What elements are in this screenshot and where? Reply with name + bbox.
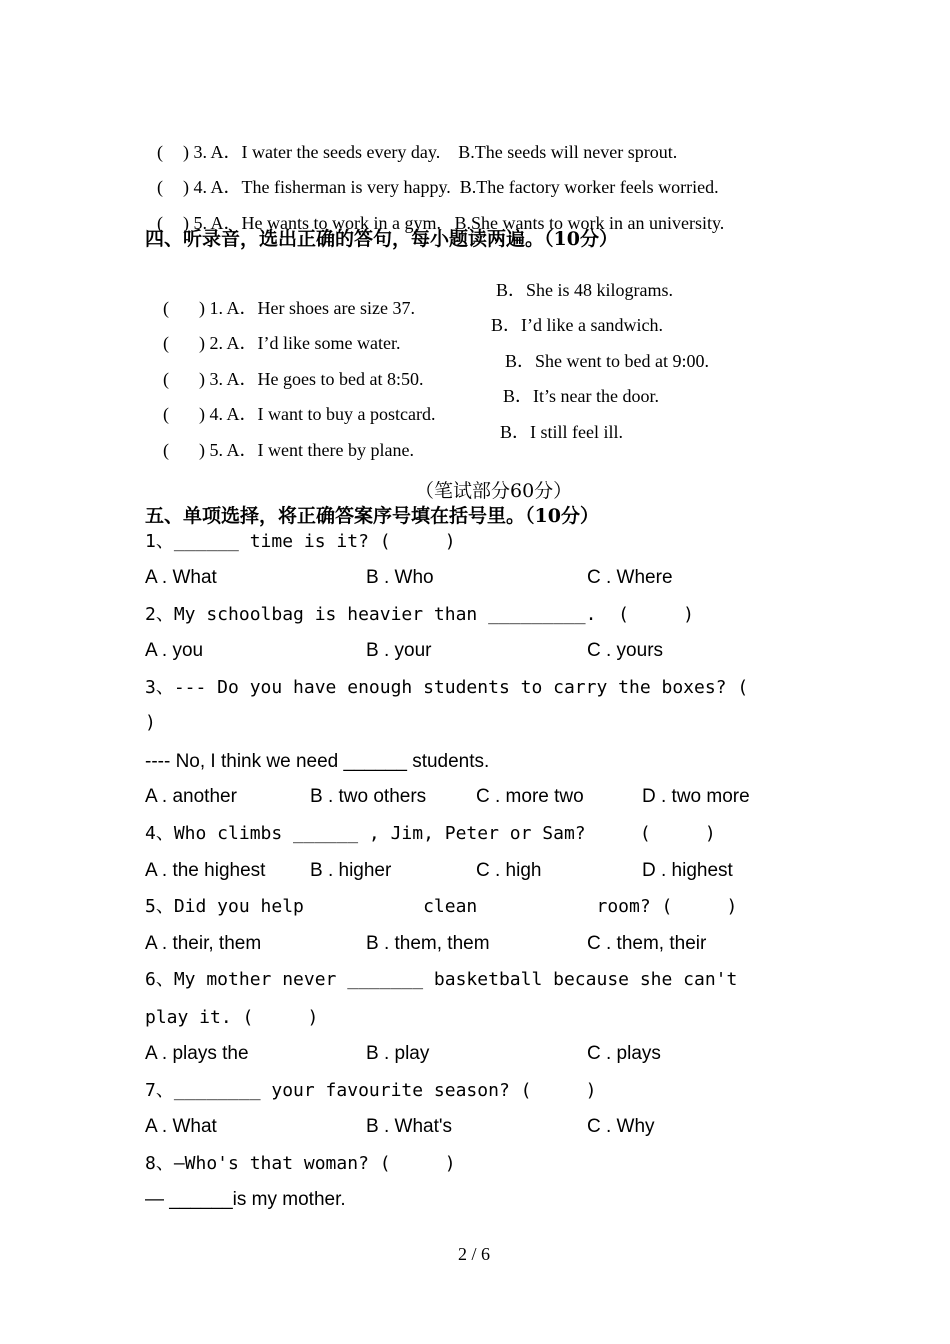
list-item: ( ) 3. A．He goes to bed at 8:50. (163, 369, 424, 389)
section3-item-5: ( ) 5. A．He wants to work in a gym. B.She wants to work in an university. (157, 213, 725, 233)
answer-bracket[interactable]: ( (163, 404, 169, 424)
list-item: ( ) 5. A．I went there by plane. (163, 440, 414, 460)
answer-bracket[interactable]: ( (157, 177, 163, 197)
option-a: A . another (145, 786, 237, 807)
answer-bracket[interactable]: ( (157, 142, 163, 162)
section4-heading: 四、听录音，选出正确的答句，每小题读两遍。（10分） (145, 228, 618, 250)
list-item: ( ) 2. A．I’d like some water. (163, 333, 401, 353)
answer-bracket[interactable]: ( (163, 333, 169, 353)
option-a: 5. A．I went there by plane. (209, 440, 414, 460)
question-3-response: ---- No, I think we need ______ students. (145, 751, 490, 772)
option-c: C . yours (587, 640, 664, 661)
section5-heading: 五、单项选择，将正确答案序号填在括号里。（10分） (145, 505, 599, 527)
option-a: A . their, them (145, 933, 262, 954)
list-item: ( ) 4. A．I want to buy a postcard. (163, 404, 436, 424)
section3-item-4: ( ) 4. A．The fisherman is very happy. B.The factory worker feels worried. (157, 177, 719, 197)
option-a: A . What (145, 567, 217, 588)
option-b: B . two others (310, 786, 427, 807)
option-d: D . highest (642, 860, 733, 881)
option-b: B . Who (366, 567, 434, 588)
question-8-response: — ______is my mother. (145, 1189, 346, 1210)
item-text: 5. A．He wants to work in a gym. B.She wants to work in an university. (193, 213, 725, 233)
item-text: 3. A．I water the seeds every day. B.The seeds will never sprout. (193, 142, 678, 162)
option-c: C . Why (587, 1116, 655, 1137)
question-3: 3、--- Do you have enough students to carry the boxes? ( (145, 677, 749, 698)
option-a: 3. A．He goes to bed at 8:50. (209, 369, 424, 389)
question-5: 5、Did you help clean room? ( ) (145, 896, 738, 917)
answer-bracket[interactable]: ( (163, 298, 169, 318)
section3-item-3: ( ) 3. A．I water the seeds every day. B.The seeds will never sprout. (157, 142, 678, 162)
option-b: B . your (366, 640, 432, 661)
option-a: A . the highest (145, 860, 266, 881)
question-3-bracket: ) (145, 712, 156, 733)
option-b: B . them, them (366, 933, 490, 954)
option-c: C . them, their (587, 933, 707, 954)
option-d: D . two more (642, 786, 750, 807)
option-a: 4. A．I want to buy a postcard. (209, 404, 436, 424)
list-item: ( ) 1. A．Her shoes are size 37. (163, 298, 415, 318)
item-text: 4. A．The fisherman is very happy. B.The factory worker feels worried. (193, 177, 719, 197)
option-c: C . more two (476, 786, 584, 807)
answer-bracket[interactable]: ( (163, 440, 169, 460)
option-b: B．I still feel ill. (500, 422, 623, 442)
question-2: 2、My schoolbag is heavier than _________. ( ) (145, 604, 695, 625)
question-1: 1、______ time is it? ( ) (145, 531, 456, 552)
question-6: 6、My mother never _______ basketball because she can't (145, 969, 738, 990)
option-a: A . you (145, 640, 204, 661)
option-c: C . Where (587, 567, 673, 588)
option-b: B．It’s near the door. (503, 386, 659, 406)
question-7: 7、________ your favourite season? ( ) (145, 1080, 597, 1101)
option-b: B . What's (366, 1116, 452, 1137)
option-a: 2. A．I’d like some water. (209, 333, 401, 353)
option-a: A . What (145, 1116, 217, 1137)
answer-bracket[interactable]: ( (163, 369, 169, 389)
written-part-title: （笔试部分60分） (415, 480, 573, 502)
question-4: 4、Who climbs ______ , Jim, Peter or Sam? ( ) (145, 823, 716, 844)
option-b: B．She went to bed at 9:00. (505, 351, 709, 371)
option-b: B．I’d like a sandwich. (491, 315, 663, 335)
question-6-continued: play it. ( ) (145, 1007, 319, 1028)
option-a: A . plays the (145, 1043, 249, 1064)
option-b: B . play (366, 1043, 430, 1064)
option-b: B . higher (310, 860, 392, 881)
option-b: B．She is 48 kilograms. (496, 280, 674, 300)
question-8: 8、—Who's that woman? ( ) (145, 1153, 456, 1174)
option-a: 1. A．Her shoes are size 37. (209, 298, 415, 318)
option-c: C . high (476, 860, 542, 881)
answer-bracket[interactable]: ( (157, 213, 163, 233)
option-c: C . plays (587, 1043, 661, 1064)
page-number: 2 / 6 (458, 1244, 491, 1264)
